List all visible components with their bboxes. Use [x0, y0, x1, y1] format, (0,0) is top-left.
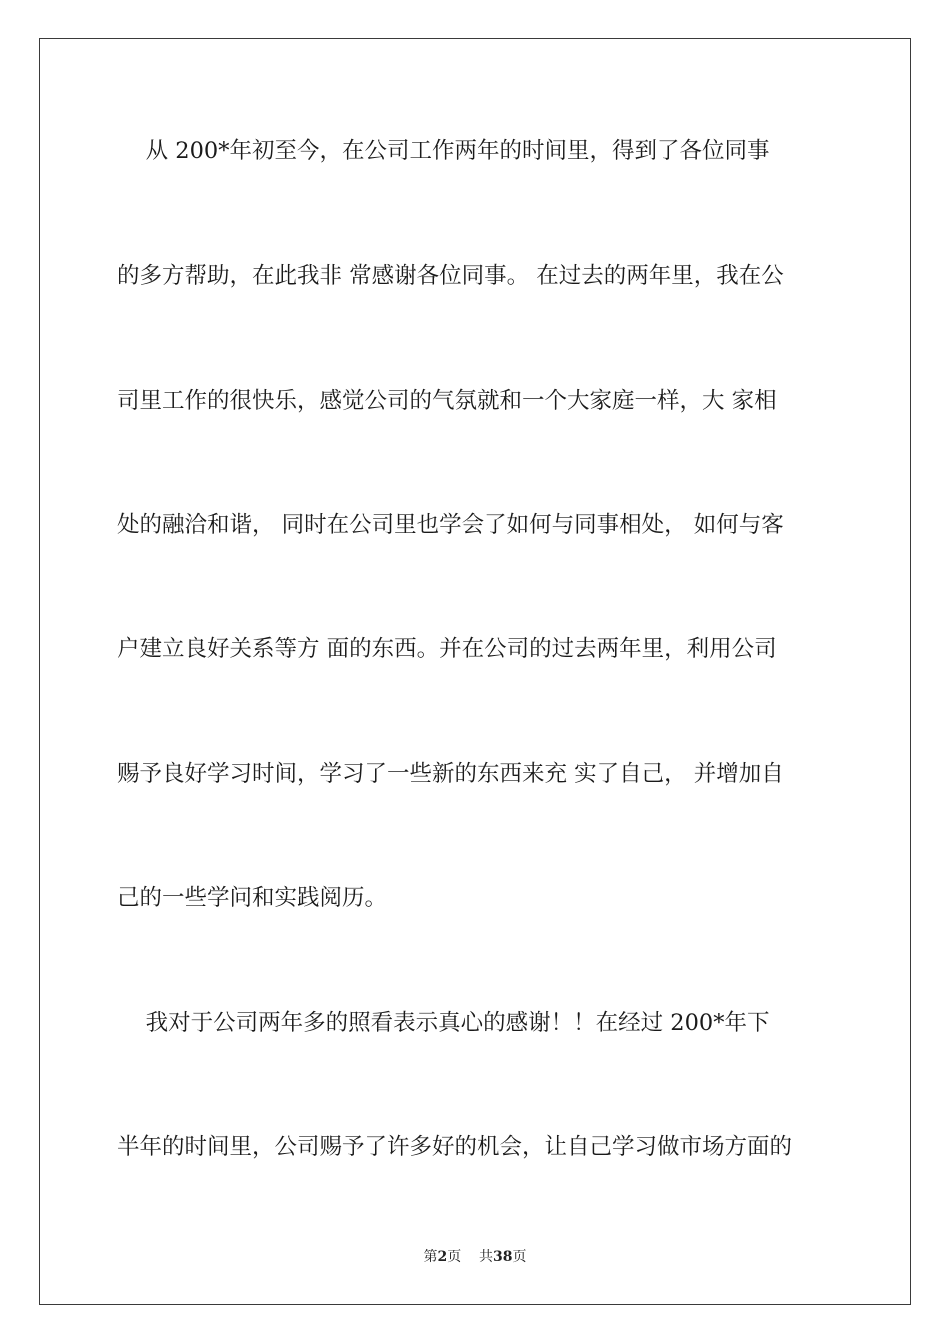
- body-text-line-2: 的多方帮助，在此我非 常感谢各位同事。 在过去的两年里，我在公: [117, 263, 784, 289]
- body-text-line-1: 从 200*年初至今，在公司工作两年的时间里，得到了各位同事: [117, 138, 770, 164]
- body-text-line-3: 司里工作的很快乐，感觉公司的气氛就和一个大家庭一样，大 家相: [117, 388, 777, 414]
- total-pages: 38: [493, 1249, 513, 1265]
- body-text-line-9: 半年的时间里，公司赐予了许多好的机会，让自己学习做市场方面的: [117, 1134, 793, 1160]
- body-text-line-6: 赐予良好学习时间，学习了一些新的东西来充 实了自己， 并增加自: [117, 761, 784, 787]
- total-label-suffix: 页: [512, 1249, 527, 1265]
- page-border: [39, 38, 911, 1305]
- body-text-line-8: 我对于公司两年多的照看表示真心的感谢！！在经过 200*年下: [117, 1010, 770, 1036]
- body-text-line-7: 己的一些学问和实践阅历。: [117, 885, 388, 911]
- total-label-prefix: 共: [479, 1249, 494, 1265]
- body-text-line-4: 处的融洽和谐， 同时在公司里也学会了如何与同事相处， 如何与客: [117, 512, 784, 538]
- page-label-prefix: 第: [423, 1249, 438, 1265]
- page-label-suffix: 页: [447, 1249, 462, 1265]
- page-footer: [0, 1248, 950, 1266]
- body-text-line-5: 户建立良好关系等方 面的东西。并在公司的过去两年里，利用公司: [117, 636, 777, 662]
- page-number: 2: [437, 1249, 448, 1265]
